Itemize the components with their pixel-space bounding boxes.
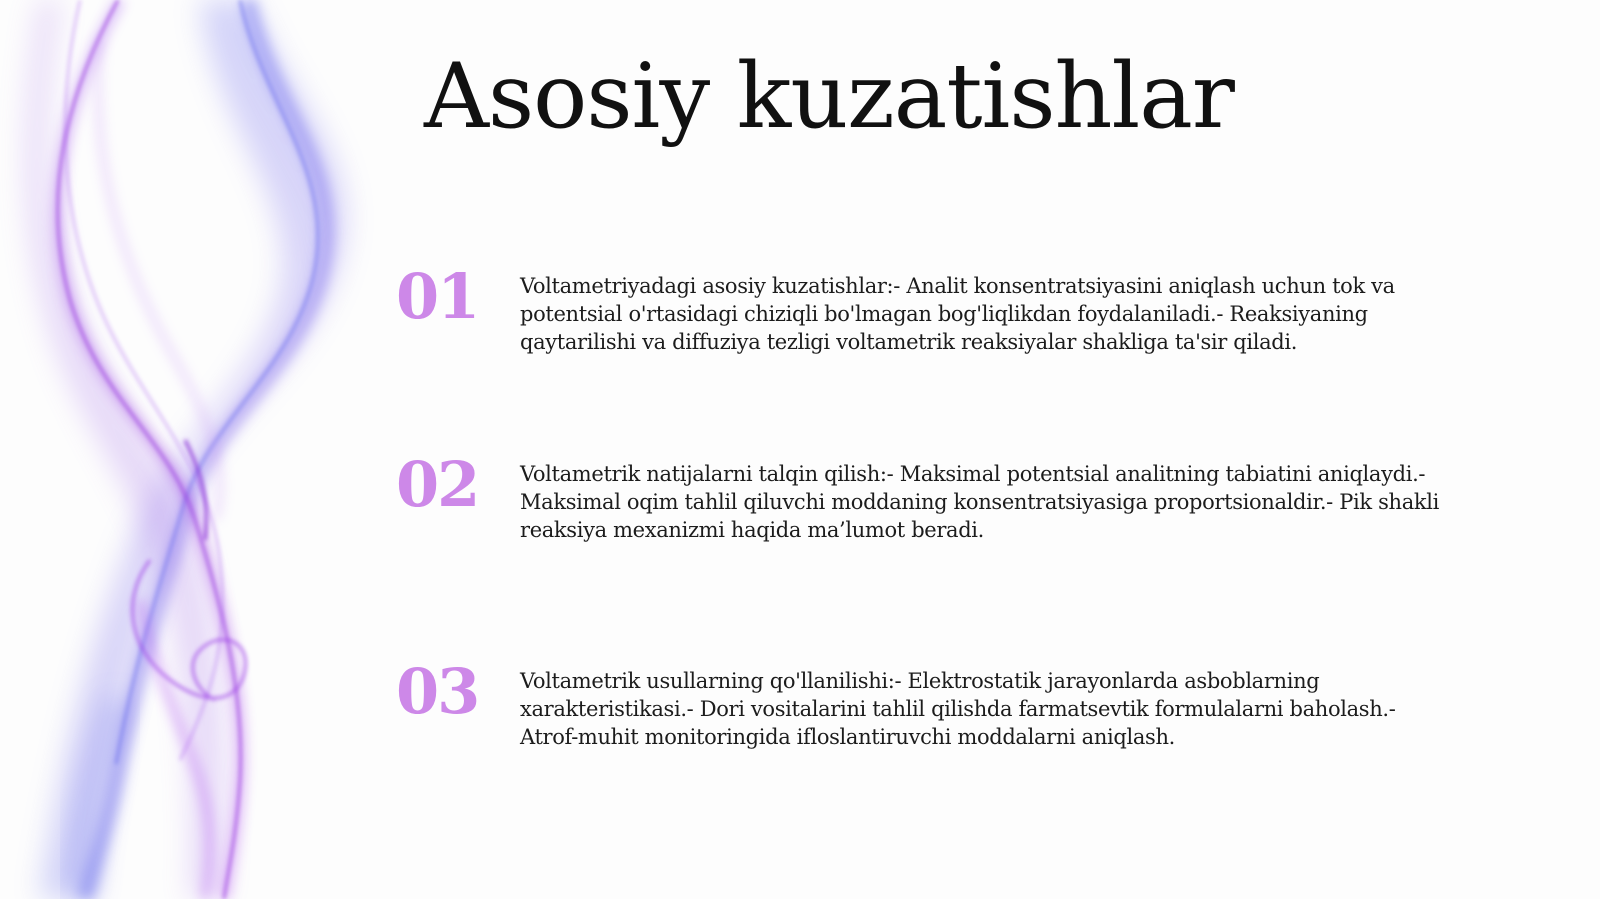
purple-smoke-decoration	[0, 0, 420, 899]
item-text: Voltametriyadagi asosiy kuzatishlar:- Analit konsentratsiyasini aniqlash uchun tok va potentsial o'rtasidagi chiziqli bo'lmagan bog'liqlikdan foydalaniladi.- Reaksiyaning qaytarilishi va diffuziya tezligi voltametrik reaksiyalar shakliga ta'sir qiladi.	[520, 274, 1395, 354]
item-number: 01	[396, 260, 479, 333]
item-number: 03	[396, 655, 479, 728]
item-number: 02	[396, 448, 479, 521]
slide-title: Asosiy kuzatishlar	[424, 44, 1234, 149]
item-text: Voltametrik natijalarni talqin qilish:- Maksimal potentsial analitning tabiatini aniqlaydi.- Maksimal oqim tahlil qiluvchi moddaning konsentratsiyasiga proportsionaldir.- Pik shakli reaksiya mexanizmi haqida ma’lumot beradi.	[520, 462, 1439, 542]
item-text: Voltametrik usullarning qo'llanilishi:- Elektrostatik jarayonlarda asboblarning xarakteristikasi.- Dori vositalarini tahlil qilishda farmatsevtik formulalarni baholash.- Atrof-muhit monitoringida ifloslantiruvchi moddalarni aniqlash.	[520, 669, 1396, 749]
